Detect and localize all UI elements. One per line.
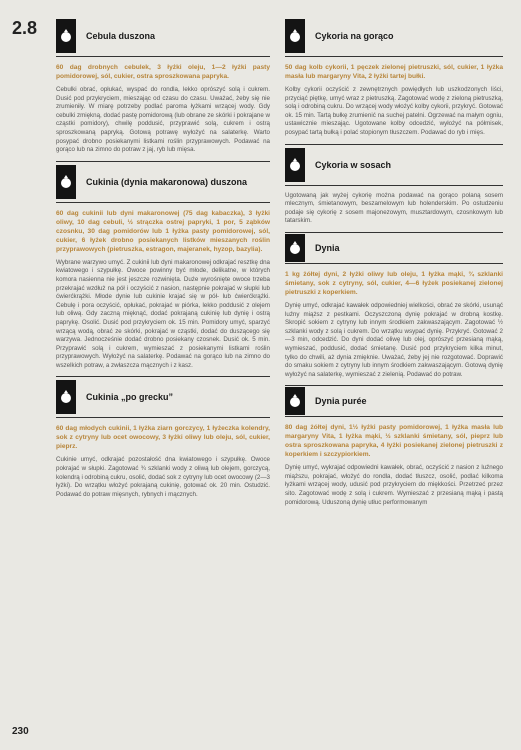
recipe-cykoria-goraco (285, 16, 503, 145)
recipe-title: Dynia purée (315, 396, 367, 407)
vegetable-icon (288, 28, 302, 44)
recipe-header (285, 386, 503, 417)
recipe-instructions: Dynię umyć, odkrajać kawałek odpowiedniej wielkości, obrać ze skórki, usunąć luźny miąższ z pestkami. Oczyszczoną dynię pokrajać w drobną kostkę. Skropić sokiem z cytryny lub innym środkiem zakwaszającym. Zagotować ½ szklanki wody z solą i cukrem. Do wrzątku wsypać dynię. Przykryć. Gotować 2—3 min, odcedzić. Do dyni dodać oliwę lub olej, oprószyć przesianą mąką, wymieszać, poddusić, dodać śmietanę. Dusić pod przykryciem kilka minut, tylko do chwili, aż dynia zmięknie. Uważać, żeby jej nie rozgotować. Doprawić do smaku sokiem z cytryny lub innym środkiem zakwaszającym. Gotową dynię wyłożyć na salaterkę, wymieszać z zielenią. Podawać do potraw. (285, 301, 503, 378)
recipe-instructions: Wybrane warzywo umyć. Z cukinii lub dyni makaronowej odkrajać resztkę dna kwiatowego i szypułkę. Owoce powinny być młode, delikatne, w których komora nasienna nie jest jeszcze rozwinięta. Duże wyrośnięte owoce trzeba przekrajać wzdłuż na pół i oczyścić z nasion, następnie pokrajać w słupki lub ćwierćkrążki. Młode dynie lub cukinie krajać się w pół- lub ćwierćkrążki. Cebulę i pora oczyścić, opłukać, pokrajać w piórka, lekko poddusić z olejem lub oliwą. Gdy zaczną mięknąć, dodać pokrajaną cukinię lub dynię i ostrą paprykę. Osolić. Dusić pod przykryciem ok. 15 min. Pomidory umyć, sparzyć wrzącą wodą, obrać ze skórki, pokrajać w cząstki, dodać do duszącego się warzywa. Jednocześnie dodać drobno posiekany czosnek. Dusić ok. 5 min. Przyprawić solą i cukrem, wymieszać z posiekanymi listkami roślin przyprawowych. Wyłożyć na salaterkę. Podawać na gorąco lub na zimno do wszelkich potraw, a zwłaszcza mącznych i z kasz. (56, 258, 270, 369)
recipe-ingredients: 1 kg żółtej dyni, 2 łyżki oliwy lub oleju, 1 łyżka mąki, ¾ szklanki śmietany, sok z cytryny, sól, cukier, 4—6 łyżek posiekanej zielonej pietruszki z koperkiem. (285, 270, 503, 296)
recipe-title: Cykoria na gorąco (315, 31, 394, 41)
recipe-ingredients: 60 dag cukinii lub dyni makaronowej (75 dag kabaczka), 3 łyżki oliwy, 10 dag cebuli, ½ strączka ostrej papryki, 1 por, 5 ząbków czosnku, 30 dag pomidorów lub 1 łyżka pasty pomidorowej, sól, cukier, 6 łyżek drobno posiekanych listków mieszanych roślin przyprawowych (pietruszka, estragon, majeranek, hyzop, bazylia). (56, 209, 270, 253)
badge (285, 19, 305, 53)
recipe-ingredients: 60 dag drobnych cebulek, 3 łyżki oleju, 1—2 łyżki pasty pomidorowej, sól, cukier, ostra sproszkowana papryka. (56, 64, 270, 80)
recipe-instructions: Dynię umyć, wykrajać odpowiedni kawałek, obrać, oczyścić z nasion z luźnego miąższu, pokrajać, włożyć do rondla, dodać tłuszcz, osolić, podlać kilkoma łyżkami wrzącej wody, udusić pod przykryciem do miękkości. Przetrzeć przez sito. Zagotować wodę z solą i cukrem. Wymieszać z przesianą mąką i pastą pomidorową. Uduszoną dynię utłuc performowanym (285, 464, 503, 506)
recipe-header (285, 233, 503, 264)
vegetable-icon (288, 240, 302, 256)
recipe-title: Cykoria w sosach (315, 159, 392, 170)
badge (285, 234, 305, 262)
recipe-header (285, 16, 503, 57)
recipe-header (56, 377, 270, 418)
badge (56, 19, 76, 53)
recipe-ingredients: 60 dag młodych cukinii, 1 łyżka ziarn gorczycy, 1 łyżeczka kolendry, sok z cytryny lub ocet owocowy, 3 łyżki oliwy lub oleju, sól, cukier, pieprz. (56, 425, 270, 451)
recipe-cukinia-grecku (56, 377, 270, 499)
vegetable-icon (288, 157, 302, 173)
vegetable-icon (59, 174, 73, 190)
recipe-ingredients: 80 dag żółtej dyni, 1½ łyżki pasty pomidorowej, 1 łyżka masła lub margaryny Vita, 1 łyżka mąki, ½ szklanki śmietany, sól, pieprz lub ostra sproszkowana papryka, 4 łyżki posiekanej zielonej pietruszki z koperkiem i szczypiorkiem. (285, 424, 503, 459)
recipe-header (56, 16, 270, 57)
vegetable-icon (59, 389, 73, 405)
recipe-cebula (56, 16, 270, 162)
badge (56, 380, 76, 414)
recipe-title: Cebula duszona (86, 31, 156, 41)
vegetable-icon (288, 393, 302, 409)
page-number: 230 (12, 726, 29, 737)
recipe-title: Dynia (315, 242, 340, 253)
recipe-dynia (285, 233, 503, 386)
recipe-instructions: Cebulki obrać, opłukać, wyspać do rondla, lekko oprószyć solą i cukrem. Dusić pod przykryciem, mieszając od czasu do czasu. Uważać, żeby się nie zrumieniły. W miarę potrzeby podlać paroma łyżkami wrzącej wody. Gdy cebulki zmiękną, dodać pastę pomidorową (lub obrane ze skórki i pokrajane w cząstki pomidory), chwilę poddusić, przyprawić solą, cukrem i ostrą sproszkowaną papryką. Gotową potrawę wyłożyć na salaterkę. Warto posypać drobno posiekanymi listkami roślin przyprawowych. Podawać na gorąco lub na zimno do potraw z jaj, ryb lub mięsa. (56, 86, 270, 154)
recipe-dynia-puree (285, 386, 503, 507)
recipe-ingredients: 50 dag kolb cykorii, 1 pęczek zielonej pietruszki, sól, cukier, 1 łyżka masła lub margaryny Vita, 2 łyżki tartej bułki. (285, 64, 503, 80)
recipe-header (285, 145, 503, 186)
right-column (285, 16, 503, 507)
badge (56, 165, 76, 199)
section-number: 2.8 (12, 18, 38, 38)
vegetable-icon (59, 28, 73, 44)
recipe-instructions: Kolby cykorii oczyścić z zewnętrznych powiędłych lub uszkodzonych liści, przyciąć piętkę, umyć wraz z pietruszką. Zagotować wodę z zieloną pietruszką, solą i odrobiną cukru. Do wrzącej wody włożyć kolby cykorii, przykryć. Gotować ok. 15 min. Tartą bułkę zrumienić na suchej patelni. Ogrzewać na małym ogniu, ustawicznie mieszając. Ugotowane kolby odcedzić, wyłożyć na półmisek, posypać tartą bułką i polać stopionym tłuszczem. Podawać do ryb i mięs. (285, 86, 503, 136)
recipe-title: Cukinia „po grecku” (86, 392, 174, 403)
recipe-cukinia-duszona (56, 162, 270, 378)
badge (285, 148, 305, 182)
recipe-instructions: Cukinie umyć, odkrajać pozostałość dna kwiatowego i szypułkę. Owoce pokrajać w słupki. Zagotować ¾ szklanki wody z oliwą lub olejem, gorczycą, kolendrą i odrobiną cukru, osolić, dodać sok z cytryny lub ocet owocowy (2—3 łyżki). Do wrzątku włożyć pokrajaną cukinię, gotować ok. 20 min. Ostudzić. Podawać do potraw mięsnych, rybnych i mącznych. (56, 456, 270, 498)
recipe-header (56, 162, 270, 203)
badge (285, 387, 305, 415)
recipe-cykoria-sosach (285, 145, 503, 233)
recipe-instructions: Ugotowaną jak wyżej cykorię można podawać na gorąco polaną sosem mlecznym, śmietanowym, beszamelowym lub holenderskim. Po ostudzeniu podaje się cykorię z sosem majonezowym, musztardowym, czosnkowym lub tatarskim. (285, 191, 503, 225)
left-column (56, 16, 270, 499)
recipe-title: Cukinia (dynia makaronowa) duszona (86, 176, 248, 187)
